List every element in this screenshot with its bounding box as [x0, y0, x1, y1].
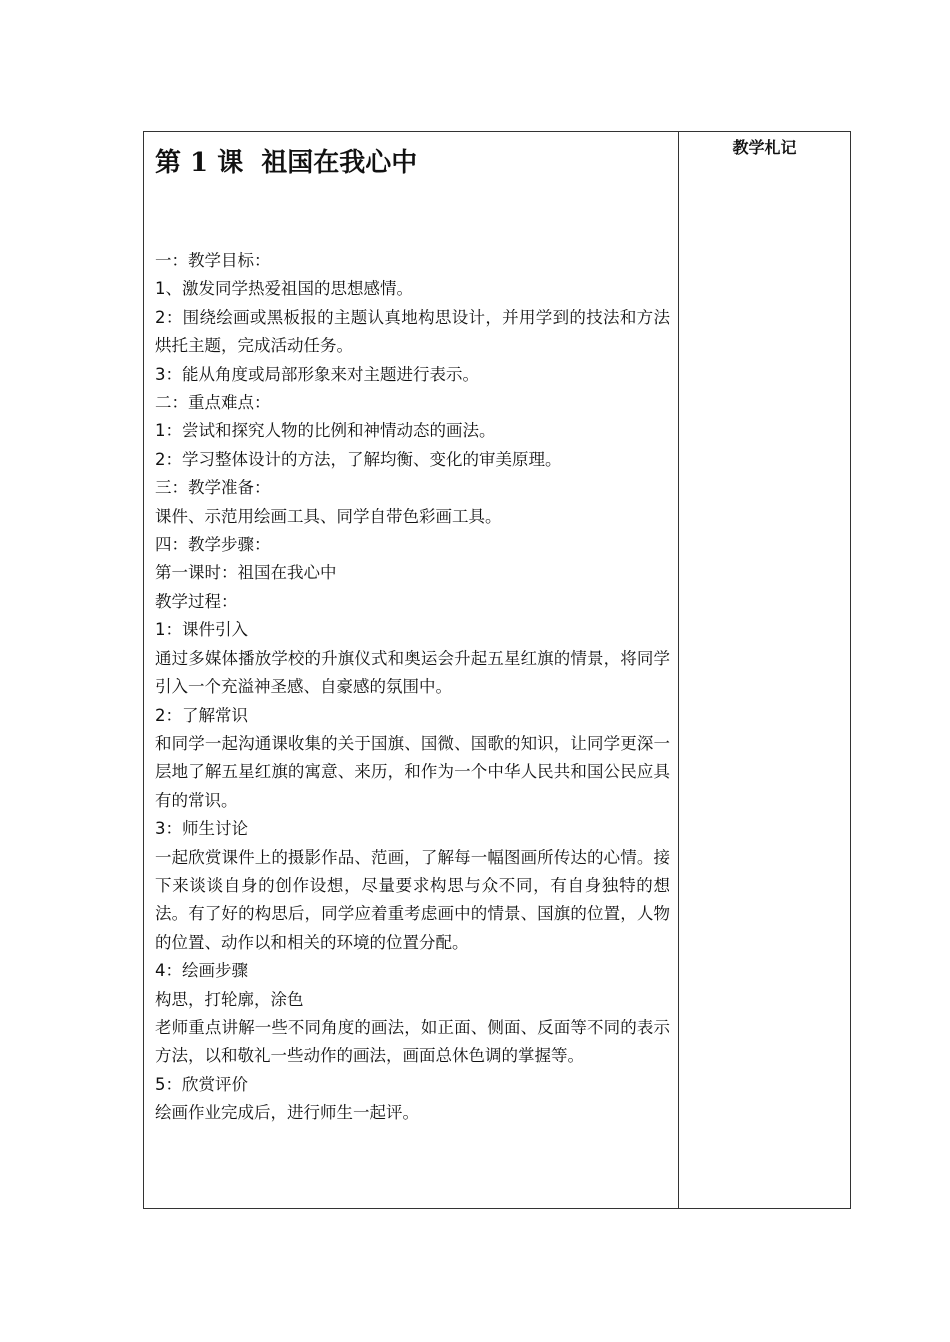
teaching-notes-cell: [679, 132, 850, 1208]
preparation-text: 课件、示范用绘画工具、同学自带色彩画工具。: [155, 506, 502, 526]
lesson-plan-table: [143, 131, 851, 1209]
objective-item: 2：围绕绘画或黑板报的主题认真地构思设计，并用学到的技法和方法烘托主题，完成活动任务。: [155, 307, 670, 356]
objective-item: 3：能从角度或局部形象来对主题进行表示。: [155, 364, 479, 384]
step-heading: 5：欣赏评价: [155, 1074, 248, 1094]
step-heading: 4：绘画步骤: [155, 961, 248, 981]
lesson-body: [155, 247, 670, 1128]
section-heading-key-points: 二：重点难点：: [155, 393, 271, 413]
section-heading-steps: 四：教学步骤：: [155, 535, 271, 555]
process-heading: 教学过程：: [155, 591, 238, 611]
key-point-item: 2：学习整体设计的方法，了解均衡、变化的审美原理。: [155, 449, 562, 469]
section-heading-objectives: 一：教学目标：: [155, 251, 271, 270]
key-point-item: 1：尝试和探究人物的比例和神情动态的画法。: [155, 421, 496, 441]
step-text: 构思，打轮廓，涂色: [155, 989, 304, 1009]
step-text: 绘画作业完成后，进行师生一起评。: [155, 1103, 419, 1123]
step-text: 老师重点讲解一些不同角度的画法，如正面、侧面、反面等不同的表示方法，以和敬礼一些动作的画法，画面总休色调的掌握等。: [155, 1017, 670, 1066]
notes-header: 教学札记: [732, 138, 797, 157]
step-heading: 3：师生讨论: [155, 819, 248, 839]
lesson-content-cell: [144, 132, 679, 1208]
section-heading-preparation: 三：教学准备：: [155, 478, 271, 498]
lesson-title: 第 1 课 祖国在我心中: [155, 148, 418, 178]
step-text: 一起欣赏课件上的摄影作品、范画，了解每一幅图画所传达的心情。接下来谈谈自身的创作设想，尽量要求构思与众不同，有自身独特的想法。有了好的构思后，同学应着重考虑画中的情景、国旗的位置，人物的位置、动作以和相关的环境的位置分配。: [155, 847, 670, 952]
step-text: 和同学一起沟通课收集的关于国旗、国微、国歌的知识，让同学更深一层地了解五星红旗的寓意、来历，和作为一个中华人民共和国公民应具有的常识。: [155, 733, 670, 810]
step-text: 通过多媒体播放学校的升旗仪式和奥运会升起五星红旗的情景，将同学引入一个充溢神圣感、自豪感的氛围中。: [155, 648, 670, 697]
step-heading: 2：了解常识: [155, 705, 248, 725]
step-heading: 1：课件引入: [155, 620, 248, 640]
session-title: 第一课时：祖国在我心中: [155, 563, 337, 583]
objective-item: 1、激发同学热爱祖国的思想感情。: [155, 279, 413, 299]
